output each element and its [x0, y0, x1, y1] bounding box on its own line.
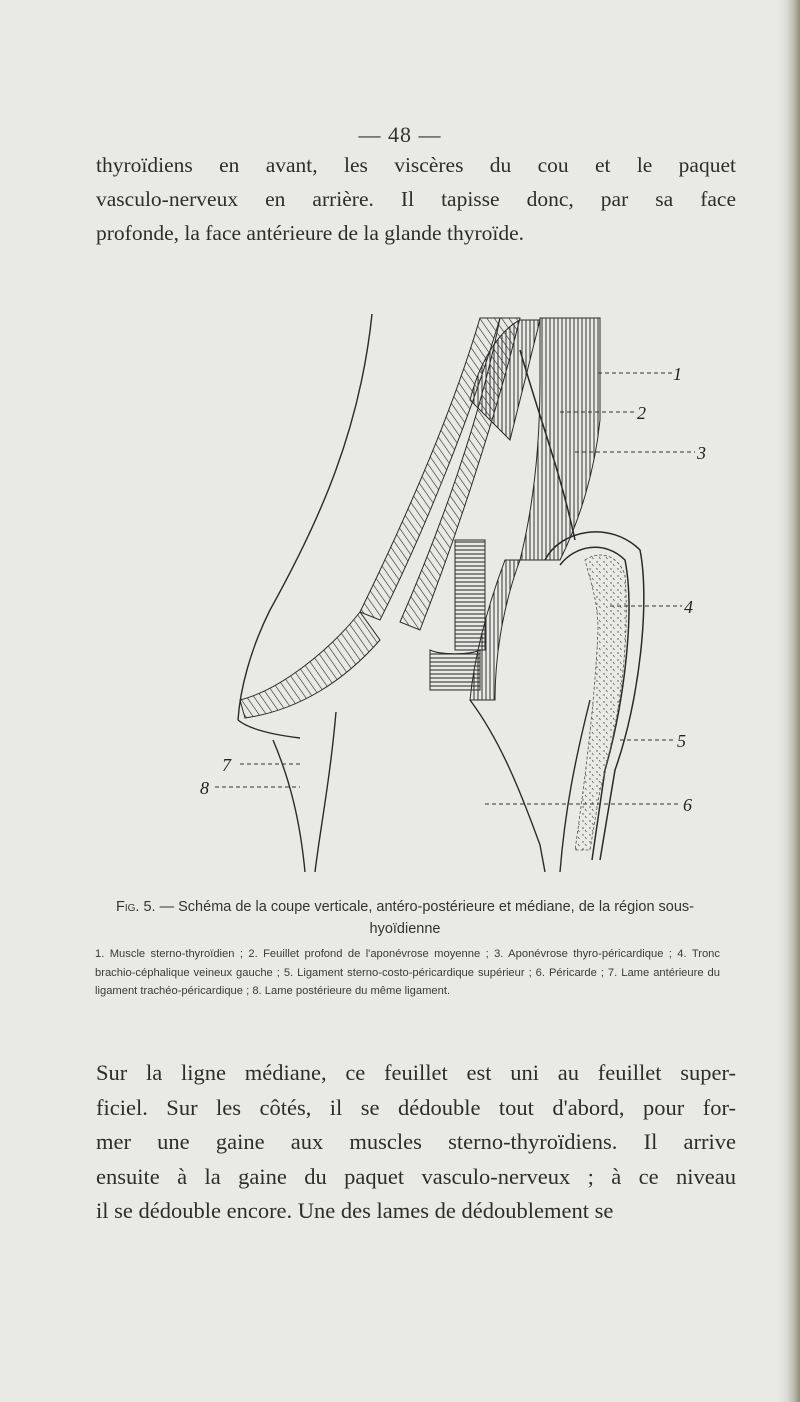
page-number: — 48 —: [358, 122, 442, 147]
text-line: ficiel. Sur les côtés, il se dédouble tout d'abord, pour for-: [96, 1094, 736, 1120]
label-4: 4: [684, 597, 693, 617]
label-7: 7: [222, 755, 231, 775]
text-line: il se dédouble encore. Une des lames de dédoublement se: [96, 1198, 614, 1223]
figure-caption: [95, 896, 715, 940]
figure-legend: 1. Muscle sterno-thyroïdien ; 2. Feuillet profond de l'aponévrose moyenne ; 3. Aponévrose thyro-péricardique ; 4. Tronc brachio-céphalique veineux gauche ; 5. Ligament sterno-costo-péricardique supérieur ; 6. Péricarde ; 7. Lame antérieure du ligament trachéo-péricardique ; 8. Lame postérieure du même ligament.: [95, 948, 720, 997]
label-2: 2: [637, 403, 646, 423]
figure-number: Fig. 5.: [116, 899, 156, 915]
label-8: 8: [200, 778, 209, 798]
text-line: vasculo-nerveux en arrière. Il tapisse donc, par sa face: [96, 187, 736, 211]
text-line: mer une gaine aux muscles sterno-thyroïdiens. Il arrive: [96, 1129, 736, 1154]
pericardium-region: [575, 555, 626, 850]
label-6: 6: [683, 795, 692, 815]
figure-title: — Schéma de la coupe verticale, antéro-postérieure et médiane, de la région sous-hyoïdienne: [159, 899, 694, 937]
text-line: ensuite à la gaine du paquet vasculo-nerveux ; à ce niveau: [96, 1163, 736, 1189]
text-line: thyroïdiens en avant, les viscères du cou et le paquet: [96, 153, 736, 177]
label-3: 3: [697, 443, 706, 463]
text-line: profonde, la face antérieure de la glande thyroïde.: [96, 221, 524, 245]
bottom-paragraph: [96, 1056, 736, 1229]
label-1: 1: [673, 364, 682, 384]
text-line: Sur la ligne médiane, ce feuillet est uni au feuillet super-: [96, 1060, 736, 1085]
label-5: 5: [677, 731, 686, 751]
